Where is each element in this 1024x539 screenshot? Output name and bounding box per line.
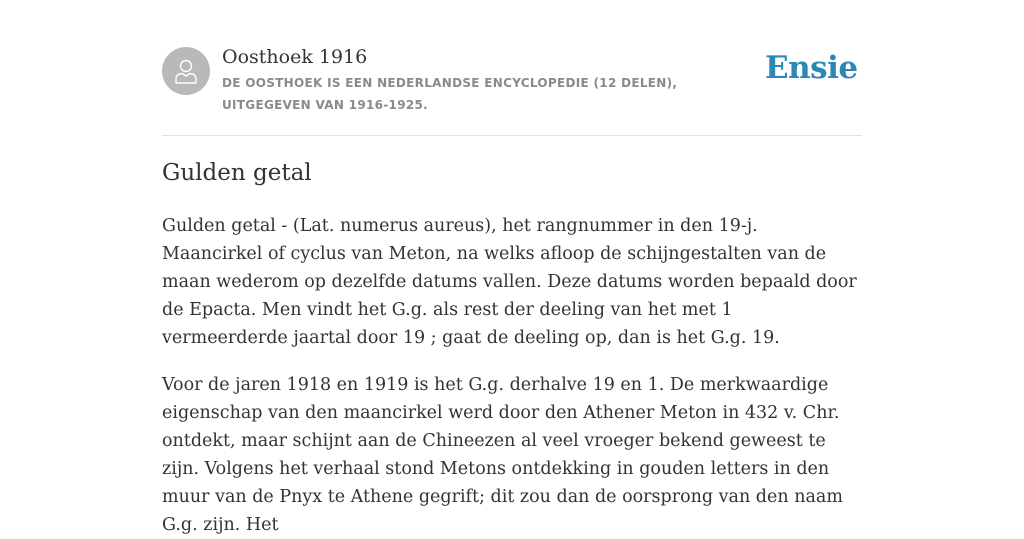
content xyxy=(162,0,862,535)
ensie-logo[interactable]: Ensie xyxy=(765,50,858,86)
source-header xyxy=(162,0,862,136)
source-description: DE OOSTHOEK IS EEN NEDERLANDSE ENCYCLOPEDIE (12 DELEN), UITGEGEVEN VAN 1916-1925. xyxy=(222,76,678,112)
avatar[interactable] xyxy=(162,47,210,95)
entry-title: Gulden getal xyxy=(162,160,312,186)
entry-paragraph-1: Gulden getal - (Lat. numerus aureus), het rangnummer in den 19-j. Maancirkel of cyclus van Meton, na welks afloop de schijngestalten van de maan wederom op dezelfde datums vallen. Deze datums worden bepaald door de Epacta. Men vindt het G.g. als rest der deeling van het met 1 vermeerderde jaartal door 19 ; gaat de deeling op, dan is het G.g. 19. xyxy=(162,216,857,348)
user-icon xyxy=(171,56,201,86)
source-name[interactable]: Oosthoek 1916 xyxy=(222,46,368,68)
entry-paragraph-2: Voor de jaren 1918 en 1919 is het G.g. derhalve 19 en 1. De merkwaardige eigenschap van den maancirkel werd door den Athener Meton in 432 v. Chr. ontdekt, maar schijnt aan de Chineezen al veel vroeger bekend geweest te zijn. Volgens het verhaal stond Metons ontdekking in gouden letters in den muur van de Pnyx te Athene gegrift; dit zou dan de oorsprong van den naam G.g. zijn. Het xyxy=(162,375,843,535)
